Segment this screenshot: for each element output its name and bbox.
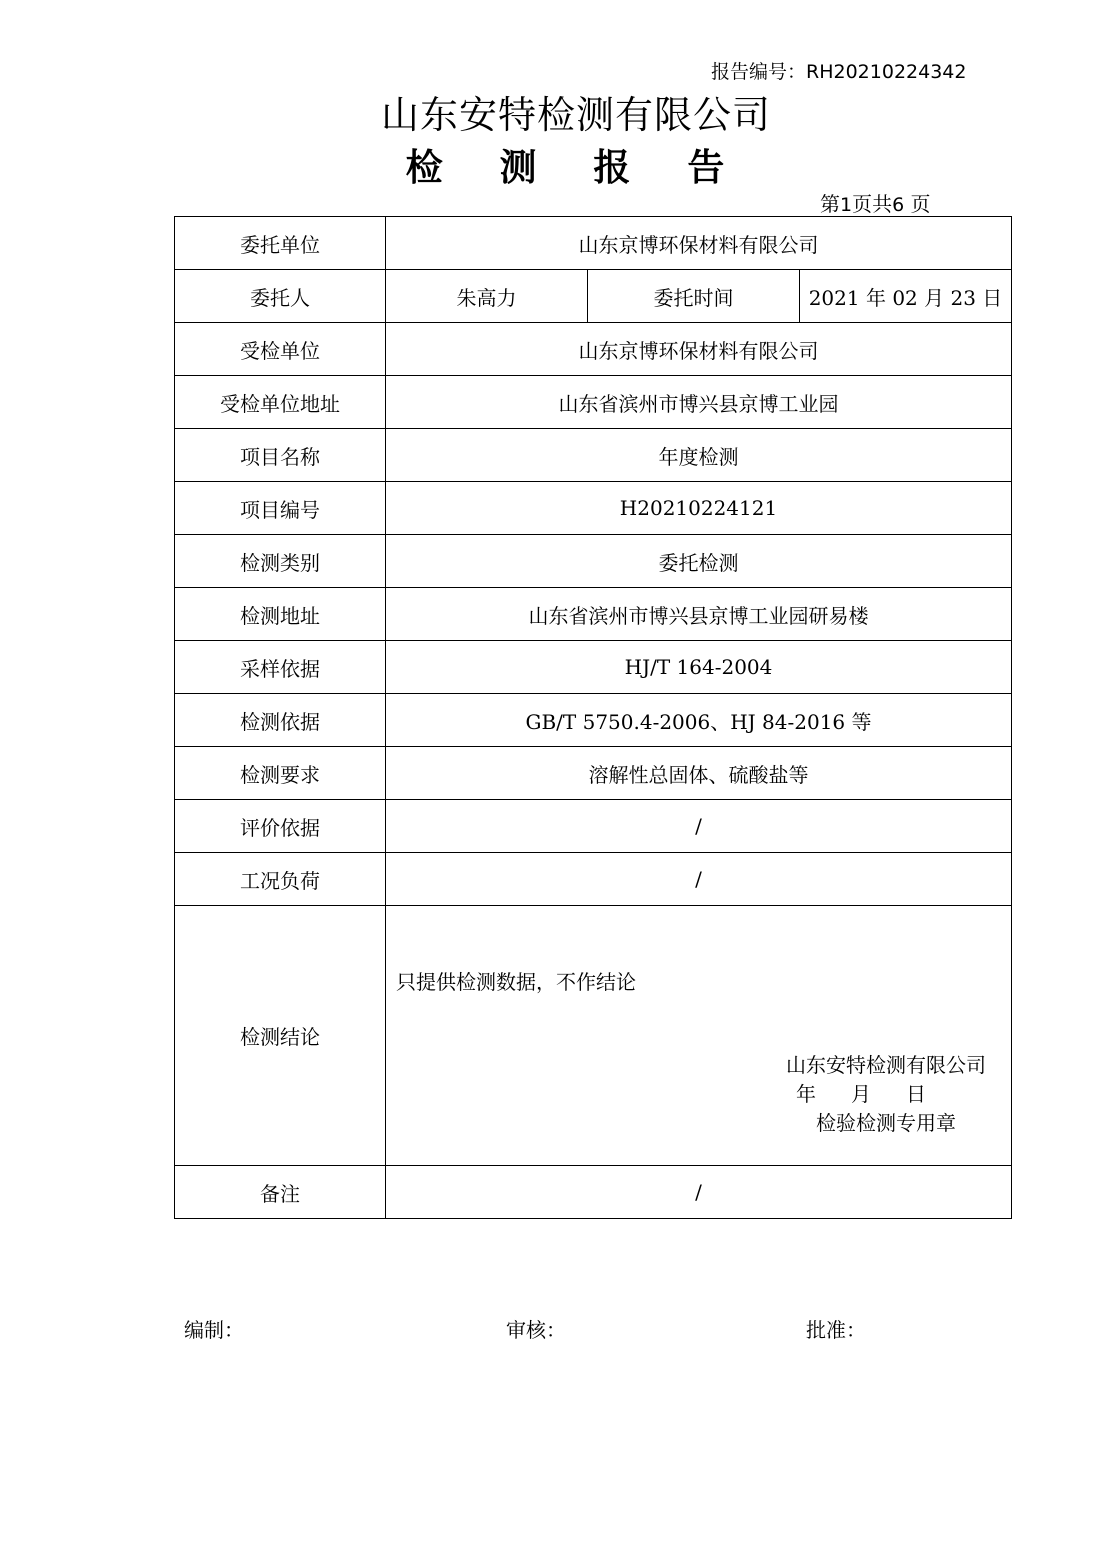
client-person-value: 朱高力 [386,270,588,323]
table-row [175,429,1012,482]
inspected-unit-value: 山东京博环保材料有限公司 [386,323,1012,376]
page-suffix: 页 [910,192,931,216]
report-number-value: RH20210224342 [806,61,967,83]
project-no-label: 项目编号 [175,482,386,535]
stamp-date [766,1080,1006,1109]
conclusion-label: 检测结论 [175,906,386,1166]
test-address-label: 检测地址 [175,588,386,641]
project-name-label: 项目名称 [175,429,386,482]
stamp-seal: 检验检测专用章 [816,1111,956,1135]
stamp-month: 月 [851,1082,871,1106]
sampling-basis-value: HJ/T 164-2004 [386,641,1012,694]
table-row [175,535,1012,588]
company-title: 山东安特检测有限公司 [380,93,771,137]
table-row [175,853,1012,906]
client-label: 委托单位 [175,217,386,270]
commission-time-label: 委托时间 [588,270,800,323]
stamp-day: 日 [906,1082,926,1106]
table-row [175,588,1012,641]
table-row [175,906,1012,1166]
client-value: 山东京博环保材料有限公司 [386,217,1012,270]
test-category-label: 检测类别 [175,535,386,588]
inspected-address-value: 山东省滨州市博兴县京博工业园 [386,376,1012,429]
test-category-value: 委托检测 [386,535,1012,588]
remarks-label: 备注 [175,1166,386,1219]
table-row [175,323,1012,376]
report-number [711,57,966,84]
inspected-unit-label: 受检单位 [175,323,386,376]
table-row [175,482,1012,535]
inspected-address-label: 受检单位地址 [175,376,386,429]
page-middle: 页共 [852,192,893,216]
test-requirement-label: 检测要求 [175,747,386,800]
table-row [175,217,1012,270]
sampling-basis-label: 采样依据 [175,641,386,694]
page-current: 1 [840,194,853,216]
working-load-value: / [386,853,1012,906]
company-stamp [766,1051,1006,1138]
project-no-value: H20210224121 [386,482,1012,535]
evaluation-basis-value: / [386,800,1012,853]
page-total: 6 [892,194,905,216]
table-row [175,800,1012,853]
conclusion-cell [386,906,1012,1166]
table-row [175,376,1012,429]
test-basis-value: GB/T 5750.4-2006、HJ 84-2016 等 [386,694,1012,747]
test-address-value: 山东省滨州市博兴县京博工业园研易楼 [386,588,1012,641]
table-row [175,694,1012,747]
table-row [175,747,1012,800]
table-row [175,270,1012,323]
table-row [175,1166,1012,1219]
evaluation-basis-label: 评价依据 [175,800,386,853]
conclusion-text: 只提供检测数据，不作结论 [396,970,636,994]
table-row [175,641,1012,694]
test-requirement-value: 溶解性总固体、硫酸盐等 [386,747,1012,800]
page-prefix: 第 [820,192,840,216]
project-name-value: 年度检测 [386,429,1012,482]
stamp-company: 山东安特检测有限公司 [786,1053,986,1077]
stamp-year: 年 [796,1082,816,1106]
commission-time-value: 2021 年 02 月 23 日 [800,270,1012,323]
approved-by-label: 批准： [806,1318,866,1342]
page-count [820,188,931,217]
report-number-label: 报告编号： [711,61,807,83]
remarks-value: / [386,1166,1012,1219]
report-table [174,216,1012,1219]
compiled-by-label: 编制： [184,1318,244,1342]
client-person-label: 委托人 [175,270,386,323]
report-title: 检 测 报 告 [405,146,747,189]
test-basis-label: 检测依据 [175,694,386,747]
working-load-label: 工况负荷 [175,853,386,906]
reviewed-by-label: 审核： [506,1318,566,1342]
